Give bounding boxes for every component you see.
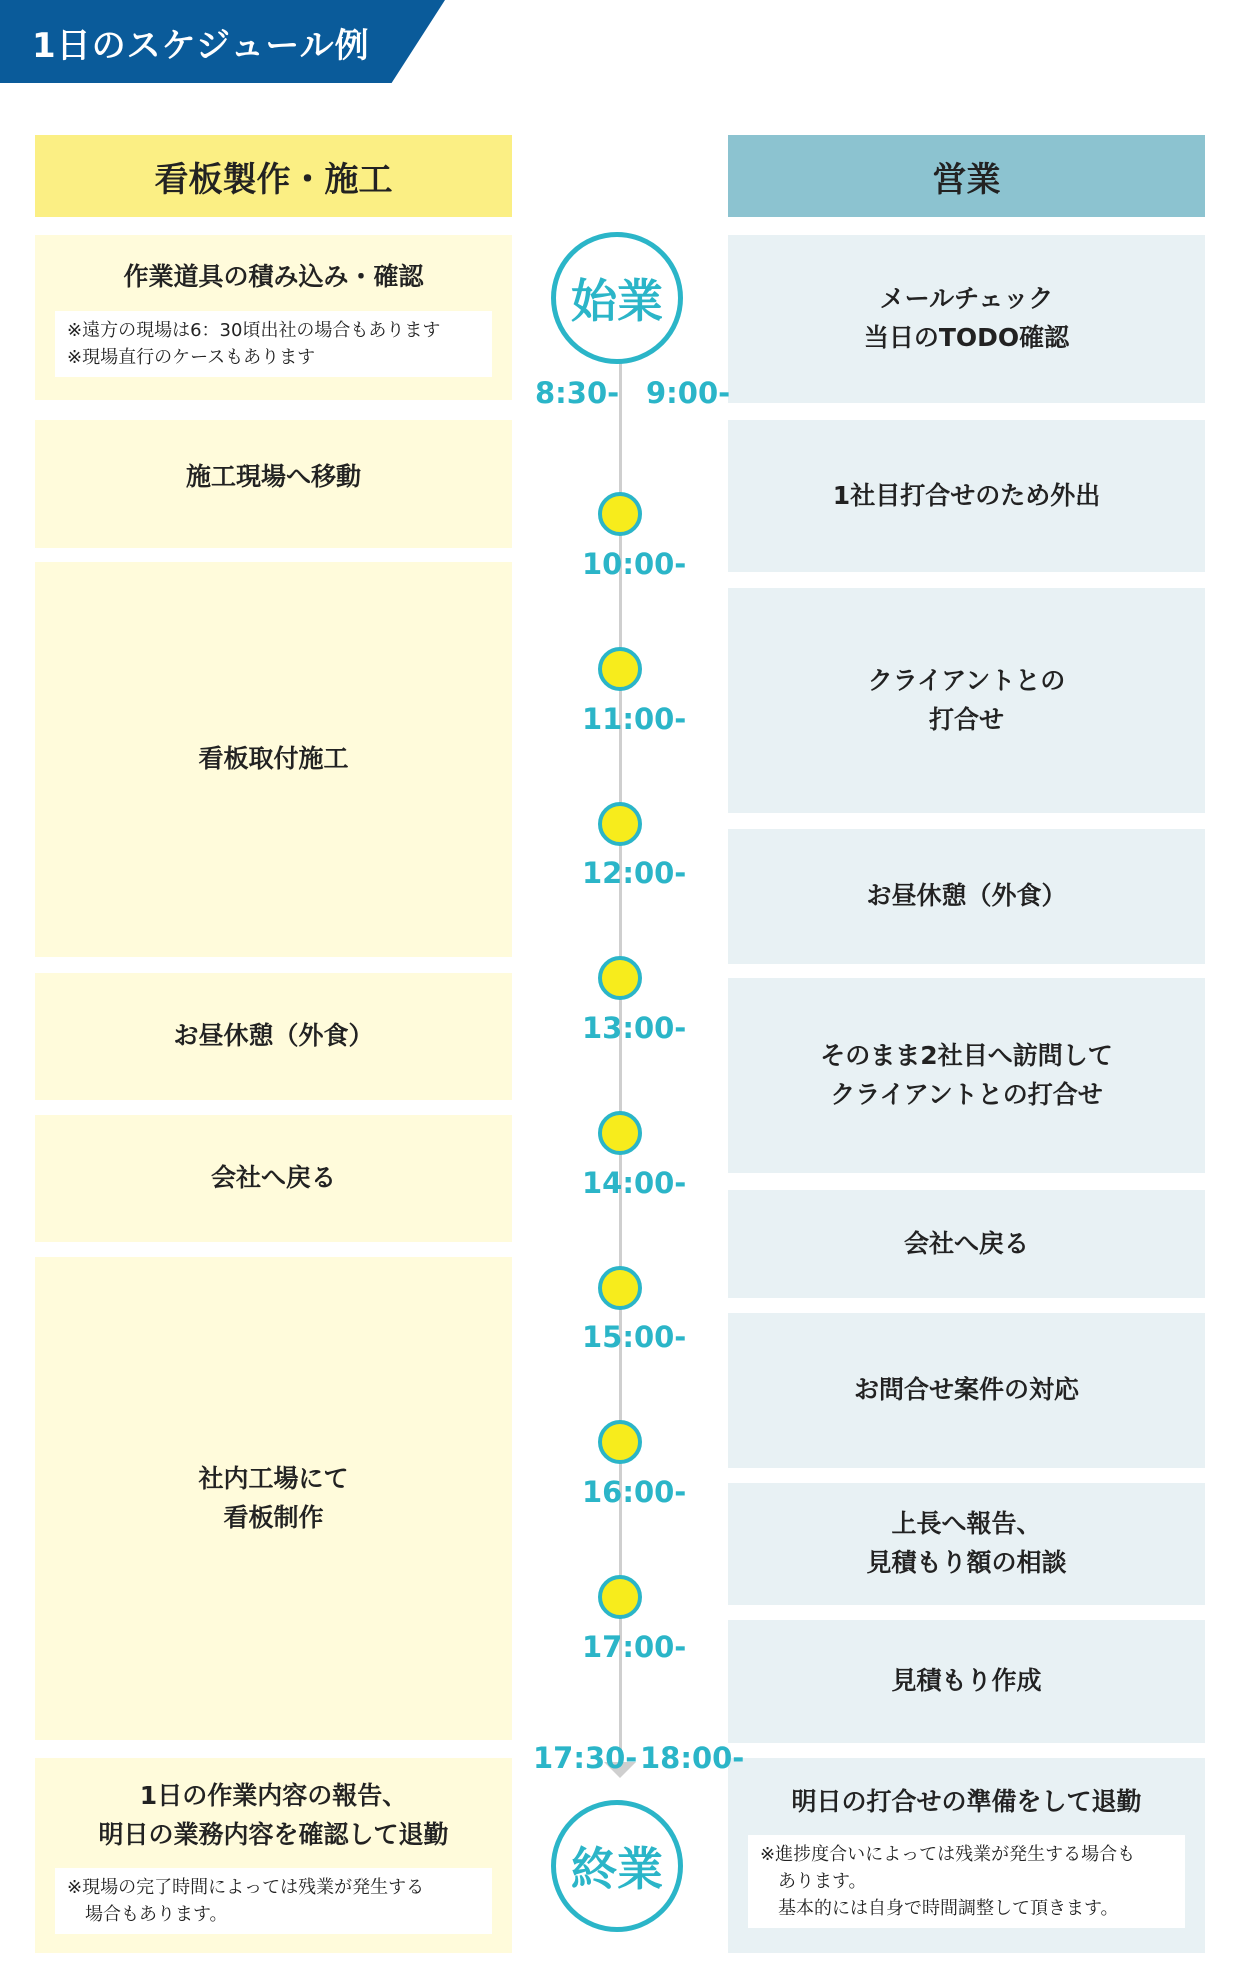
left-item-report <box>35 1758 512 1953</box>
page-title: 1日のスケジュール例 <box>32 26 370 66</box>
left-item-note <box>55 1868 492 1934</box>
left-item-label: 作業道具の積み込み・確認 <box>123 262 424 292</box>
right-item-label: 見積もり額の相談 <box>866 1548 1067 1577</box>
right-item-label: そのまま2社目へ訪問して <box>820 1040 1113 1070</box>
hour-label: 10:00- <box>582 547 687 581</box>
right-item-inquiries <box>728 1313 1205 1468</box>
left-item-return <box>35 1115 512 1242</box>
column-header-sales: 営業 <box>728 135 1205 217</box>
left-item-note <box>55 311 492 377</box>
note-line: ※現場直行のケースもあります <box>67 346 316 368</box>
right-item-meeting1 <box>728 588 1205 813</box>
left-item-workshop <box>35 1257 512 1740</box>
left-item-move <box>35 420 512 548</box>
left-item-label: 1日の作業内容の報告、 <box>139 1780 408 1810</box>
start-circle: 始業 <box>551 232 683 364</box>
hour-label: 16:00- <box>582 1475 687 1509</box>
hour-dot <box>598 802 642 846</box>
note-line: 場合もあります。 <box>67 1904 228 1926</box>
note-line: ※現場の完了時間によっては残業が発生する <box>67 1877 425 1899</box>
left-item-label: 看板制作 <box>223 1502 324 1532</box>
left-item-prep <box>35 235 512 400</box>
note-line: あります。 <box>760 1871 867 1893</box>
right-item-estimate <box>728 1620 1205 1743</box>
left-item-label: 社内工場にて <box>198 1463 349 1493</box>
hour-dot <box>598 492 642 536</box>
right-item-depart <box>728 420 1205 572</box>
right-item-label: クライアントとの <box>867 665 1066 695</box>
right-item-lunch <box>728 829 1205 964</box>
left-item-label: 会社へ戻る <box>210 1163 336 1193</box>
right-item-label: クライアントとの打合せ <box>830 1079 1103 1109</box>
right-item-label: 見積もり作成 <box>891 1666 1042 1696</box>
column-header-production: 看板製作・施工 <box>35 135 512 217</box>
hour-dot <box>598 1575 642 1619</box>
right-item-mail <box>728 235 1205 403</box>
right-item-label: 打合せ <box>928 704 1004 734</box>
right-item-label: 当日のTODO確認 <box>863 323 1070 352</box>
end-time-right: 18:00- <box>640 1741 745 1775</box>
right-item-note <box>748 1835 1185 1928</box>
hour-dot <box>598 647 642 691</box>
hour-label: 13:00- <box>582 1011 687 1045</box>
left-item-lunch <box>35 973 512 1100</box>
end-circle: 終業 <box>551 1800 683 1932</box>
left-item-label: 看板取付施工 <box>198 744 349 774</box>
right-item-label: 上長へ報告、 <box>891 1509 1042 1539</box>
right-item-label: 明日の打合せの準備をして退勤 <box>791 1786 1142 1816</box>
hour-dot <box>598 1111 642 1155</box>
right-item-return <box>728 1190 1205 1298</box>
right-item-report <box>728 1483 1205 1605</box>
right-item-meeting2 <box>728 978 1205 1173</box>
right-item-label: お問合せ案件の対応 <box>853 1375 1079 1405</box>
note-line: 基本的には自身で時間調整して頂きます。 <box>760 1898 1119 1920</box>
right-item-label: 会社へ戻る <box>903 1228 1029 1258</box>
hour-label: 15:00- <box>582 1320 687 1354</box>
left-item-install <box>35 562 512 957</box>
right-item-label: 1社目打合せのため外出 <box>832 480 1101 510</box>
note-line: ※進捗度合いによっては残業が発生する場合も <box>760 1844 1136 1866</box>
hour-dot <box>598 1420 642 1464</box>
hour-label: 12:00- <box>582 856 687 890</box>
hour-label: 14:00- <box>582 1166 687 1200</box>
hour-label: 17:00- <box>582 1630 687 1664</box>
right-item-label: お昼休憩（外食） <box>866 881 1067 911</box>
right-item-label: メールチェック <box>879 284 1054 314</box>
start-time-left: 8:30- <box>535 376 620 410</box>
start-time-right: 9:00- <box>646 376 731 410</box>
hour-dot <box>598 1266 642 1310</box>
left-item-label: 施工現場へ移動 <box>185 462 361 491</box>
end-time-left: 17:30- <box>533 1741 638 1775</box>
hour-dot <box>598 956 642 1000</box>
left-item-label: 明日の業務内容を確認して退勤 <box>98 1819 449 1849</box>
left-item-label: お昼休憩（外食） <box>173 1021 374 1051</box>
right-item-leave <box>728 1758 1205 1953</box>
hour-label: 11:00- <box>582 702 687 736</box>
note-line: ※遠方の現場は6：30頃出社の場合もあります <box>67 319 441 341</box>
